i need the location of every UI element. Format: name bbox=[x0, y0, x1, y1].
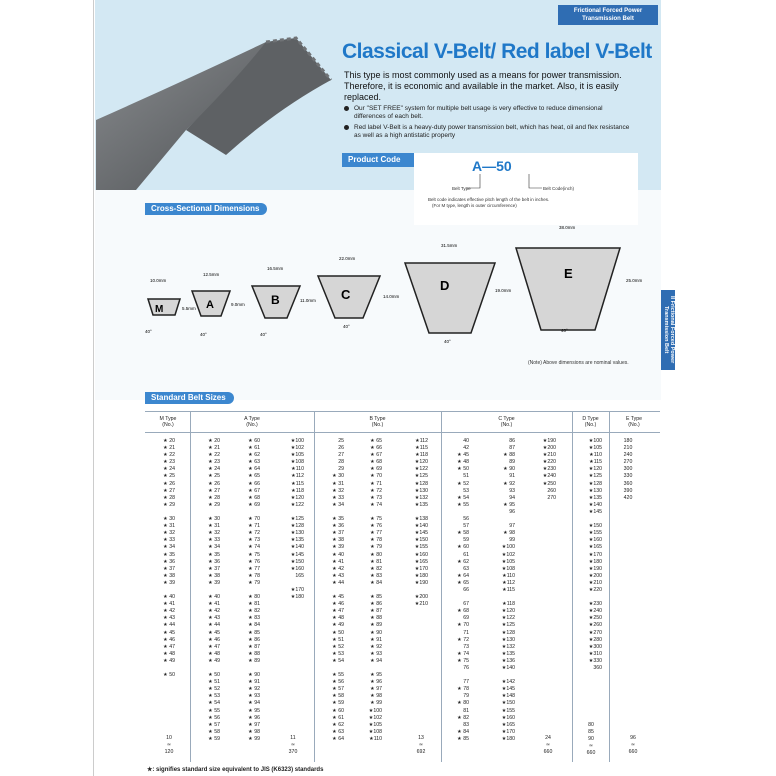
v-belt-photo bbox=[96, 20, 336, 190]
size-column-a2: ★ 60 ★ 61 ★ 62 ★ 63 ★ 64 ★ 65 ★ 66 ★ 67 ★ 68 ★ 69 ★ 70 ★ 71 ★ 72 ★ 73 ★ 74 ★ 75 ★ 76 ★ 77 ★ 78 ★ 79 ★ 80 ★ 81 ★ 82 ★ 83 ★ 84 ★ 85 ★ 86 ★ 87 ★ 88 ★ 89 ★ 90 ★ 91 ★ 92 ★ 93 ★ 94 ★ 95 ★ 96 ★ 97 ★ 98 ★ 99 bbox=[248, 438, 260, 742]
type-unit: (No.) bbox=[584, 422, 597, 428]
type-header-b bbox=[314, 416, 441, 428]
type-name: M Type bbox=[159, 416, 177, 422]
column-divider bbox=[190, 412, 191, 762]
section-label: A bbox=[206, 299, 214, 311]
type-unit: (No.) bbox=[500, 422, 513, 428]
range-from: 13 bbox=[418, 735, 424, 741]
section-label: M bbox=[155, 304, 164, 315]
footnote: ★: signifies standard size equivalent to JIS (K6323) standards bbox=[147, 767, 324, 773]
section-a bbox=[192, 272, 245, 337]
section-width: 31.5mm bbox=[441, 243, 458, 248]
section-width: 38.0mm bbox=[559, 225, 576, 230]
category-tag-line2: Transmission Belt bbox=[582, 16, 634, 22]
section-c bbox=[318, 256, 400, 329]
table-top-line bbox=[145, 411, 660, 412]
type-name: C Type bbox=[498, 416, 515, 422]
category-tag-line1: Frictional Forced Power bbox=[573, 8, 643, 14]
section-angle: 40° bbox=[145, 329, 152, 334]
intro-text: This type is most commonly used as a means for power transmission. Therefore, it is economic and available in the market. Also, it is easily replaced. bbox=[344, 70, 622, 102]
column-divider bbox=[572, 412, 573, 762]
section-b bbox=[252, 266, 316, 337]
section-m bbox=[145, 278, 196, 334]
section-angle: 40° bbox=[200, 332, 207, 337]
section-angle: 40° bbox=[260, 332, 267, 337]
section-height: 11.0mm bbox=[300, 298, 316, 303]
size-column-e: 180 210 240 270 300 330 360 390 420 bbox=[623, 438, 633, 501]
type-header-e bbox=[609, 416, 659, 428]
range-from: 96 bbox=[630, 735, 636, 741]
size-column-m: ★ 20 ★ 21 ★ 22 ★ 23 ★ 24 ★ 25 ★ 26 ★ 27 ★ 28 ★ 29 ★ 30 ★ 31 ★ 32 ★ 33 ★ 34 ★ 35 ★ 36 ★ 37 ★ 38 ★ 39 ★ 40 ★ 41 ★ 42 ★ 43 ★ 44 ★ 45 ★ 46 ★ 47 ★ 48 ★ 49 ★ 50 bbox=[163, 438, 175, 679]
belt-code-caption: Belt Code(inch) bbox=[543, 186, 575, 191]
size-column-b1: 25 26 27 28 29 ★ 30 ★ 31 ★ 32 ★ 33 ★ 34 ★ 35 ★ 36 ★ 37 ★ 38 ★ 39 ★ 40 ★ 41 ★ 42 ★ 43 ★ 44 ★ 45 ★ 46 ★ 47 ★ 48 ★ 49 ★ 50 ★ 51 ★ 52 ★ 53 ★ 54 ★ 55 ★ 56 ★ 57 ★ 58 ★ 59 ★ 60 ★ 61 ★ 62 ★ 63 ★ 64 bbox=[332, 438, 344, 742]
section-label: D bbox=[440, 278, 450, 293]
size-column-a3: ★100 ★102 ★105 ★108 ★110 ★112 ★115 ★118 ★120 ★122 ★125 ★128 ★130 ★135 ★140 ★145 ★150 ★160 165 ★170 ★180 bbox=[290, 438, 304, 601]
product-code-note2: (For M type, length is outer circumference) bbox=[432, 203, 517, 208]
range-to: 660 bbox=[586, 750, 596, 757]
type-unit: (No.) bbox=[371, 422, 384, 428]
range-to: 370 bbox=[288, 749, 298, 756]
type-unit: (No.) bbox=[162, 422, 174, 428]
range-bracket: 10 ≃ 120 bbox=[158, 735, 180, 756]
type-header-m bbox=[146, 416, 190, 428]
side-tab: II Frictional Forced Power Transmission Belt bbox=[661, 290, 675, 370]
dimensions-note: (Note) Above dimensions are nominal values. bbox=[528, 360, 629, 366]
section-e bbox=[516, 225, 643, 333]
size-column-b3: ★112 ★115 ★118 ★120 ★122 ★125 ★128 ★130 ★132 ★135 ★138 ★140 ★145 ★150 ★155 ★160 ★165 ★170 ★180 ★190 ★200 ★210 bbox=[414, 438, 428, 608]
cross-section-heading: Cross-Sectional Dimensions bbox=[145, 203, 267, 215]
cross-section-diagram bbox=[140, 218, 660, 358]
type-name: B Type bbox=[369, 416, 386, 422]
bullet-text: Red label V-Belt is a heavy-duty power transmission belt, which has heat, oil and flex resistance as well as a high antistatic property bbox=[354, 124, 630, 139]
bullet-icon bbox=[344, 106, 349, 111]
bullet-text: Our "SET FREE" system for multiple belt usage is very effective to reduce dimensional differences of each belt. bbox=[354, 105, 603, 120]
section-width: 12.5mm bbox=[203, 272, 220, 277]
section-angle: 40° bbox=[561, 328, 568, 333]
category-tag bbox=[558, 5, 658, 25]
type-header-d bbox=[572, 416, 609, 428]
product-code-label: Product Code bbox=[342, 153, 414, 167]
product-code-note1: Belt code indicates effective pitch length of the belt in inches. bbox=[428, 197, 550, 202]
range-bracket: 13 ≃ 692 bbox=[410, 735, 432, 756]
section-height: 14.0mm bbox=[383, 294, 400, 299]
range-mid: 90 bbox=[588, 736, 594, 743]
range-to: 692 bbox=[416, 749, 426, 756]
range-from: 11 bbox=[290, 735, 296, 741]
section-label: C bbox=[341, 287, 351, 302]
range-from: 80 bbox=[588, 722, 594, 728]
type-name: D Type bbox=[582, 416, 599, 422]
column-divider bbox=[314, 412, 315, 762]
section-d bbox=[405, 243, 512, 344]
type-header-c bbox=[441, 416, 572, 428]
section-label: B bbox=[271, 293, 280, 307]
section-height: 25.0mm bbox=[626, 278, 643, 283]
section-height: 9.0mm bbox=[231, 302, 245, 307]
section-height: 5.5mm bbox=[182, 306, 196, 311]
size-column-c3: ★190 ★200 ★210 ★220 ★230 ★240 ★250 260 270 bbox=[542, 438, 556, 501]
type-name: A Type bbox=[244, 416, 260, 422]
range-bracket: 80 85 90 ≃ 660 bbox=[580, 722, 602, 757]
range-from: 10 bbox=[166, 735, 172, 741]
column-divider bbox=[609, 412, 610, 762]
bullet-item bbox=[344, 124, 634, 140]
size-column-d: ★100 ★105 ★110 ★115 ★120 ★125 ★128 ★130 ★135 ★140 ★145 ★150 ★155 ★160 ★165 ★170 ★180 ★190 ★200 ★210 ★220 ★230 ★240 ★250 ★260 ★270 ★280 ★300 ★310 ★330 360 bbox=[588, 438, 602, 671]
type-unit: (No.) bbox=[628, 422, 640, 428]
sizes-heading: Standard Belt Sizes bbox=[145, 392, 234, 404]
type-header-a bbox=[190, 416, 314, 428]
range-from: 24 bbox=[545, 735, 551, 741]
size-column-a1: ★ 20 ★ 21 ★ 22 ★ 23 ★ 24 ★ 25 ★ 26 ★ 27 ★ 28 ★ 29 ★ 30 ★ 31 ★ 32 ★ 33 ★ 34 ★ 35 ★ 36 ★ 37 ★ 38 ★ 39 ★ 40 ★ 41 ★ 42 ★ 43 ★ 44 ★ 45 ★ 46 ★ 47 ★ 48 ★ 49 ★ 50 ★ 51 ★ 52 ★ 53 ★ 54 ★ 55 ★ 56 ★ 57 ★ 58 ★ 59 bbox=[208, 438, 220, 742]
section-angle: 40° bbox=[343, 324, 350, 329]
section-width: 22.0mm bbox=[339, 256, 356, 261]
bullet-item bbox=[344, 105, 634, 121]
size-column-c2: 86 87 ★ 88 89 ★ 90 91 ★ 92 93 94 ★ 95 96 97 ★ 98 99 ★100 ★102 ★105 ★108 ★110 ★112 ★115 ★118 ★120 ★122 ★125 ★128 ★130 ★132 ★135 ★136 ★140 ★142 ★145 ★148 ★150 ★155 ★160 ★165 ★170 ★180 bbox=[501, 438, 515, 742]
section-width: 10.0mm bbox=[150, 278, 167, 283]
range-bracket: 11 ≃ 370 bbox=[282, 735, 304, 756]
section-angle: 40° bbox=[444, 339, 451, 344]
belt-type-caption: Belt Type bbox=[452, 186, 471, 191]
size-column-c1: 40 42 ★ 45 ★ 48 ★ 50 51 ★ 52 53 ★ 54 ★ 55 56 57 ★ 58 59 ★ 60 61 ★ 62 63 ★ 64 ★ 65 66 67 ★ 68 69 ★ 70 71 ★ 72 73 ★ 74 ★ 75 76 77 ★ 78 79 ★ 80 81 ★ 82 83 ★ 84 ★ 85 bbox=[457, 438, 469, 742]
range-to: 660 bbox=[628, 749, 638, 756]
range-bracket: 24 ≃ 660 bbox=[537, 735, 559, 756]
range-to: 660 bbox=[543, 749, 553, 756]
section-label: E bbox=[564, 266, 573, 281]
section-width: 16.5mm bbox=[267, 266, 284, 271]
column-divider bbox=[441, 412, 442, 762]
type-name: E Type bbox=[625, 416, 643, 422]
range-mid: 85 bbox=[588, 729, 594, 736]
range-to: 120 bbox=[164, 749, 174, 756]
type-unit: (No.) bbox=[246, 422, 258, 428]
product-code-example: A—50 bbox=[472, 158, 512, 174]
size-column-b2: ★ 65 ★ 66 ★ 67 ★ 68 ★ 69 ★ 70 ★ 71 ★ 72 ★ 73 ★ 74 ★ 75 ★ 76 ★ 77 ★ 78 ★ 79 ★ 80 ★ 81 ★ 82 ★ 83 ★ 84 ★ 85 ★ 86 ★ 87 ★ 88 ★ 89 ★ 90 ★ 91 ★ 92 ★ 93 ★ 94 ★ 95 ★ 96 ★ 97 ★ 98 ★ 99 ★100 ★102 ★105 ★108 ★110 bbox=[368, 438, 382, 742]
range-bracket: 96 ≃ 660 bbox=[622, 735, 644, 756]
section-height: 19.0mm bbox=[495, 288, 512, 293]
page-title: Classical V-Belt/ Red label V-Belt bbox=[342, 40, 652, 63]
bullet-icon bbox=[344, 125, 349, 130]
table-header-line bbox=[145, 432, 660, 433]
